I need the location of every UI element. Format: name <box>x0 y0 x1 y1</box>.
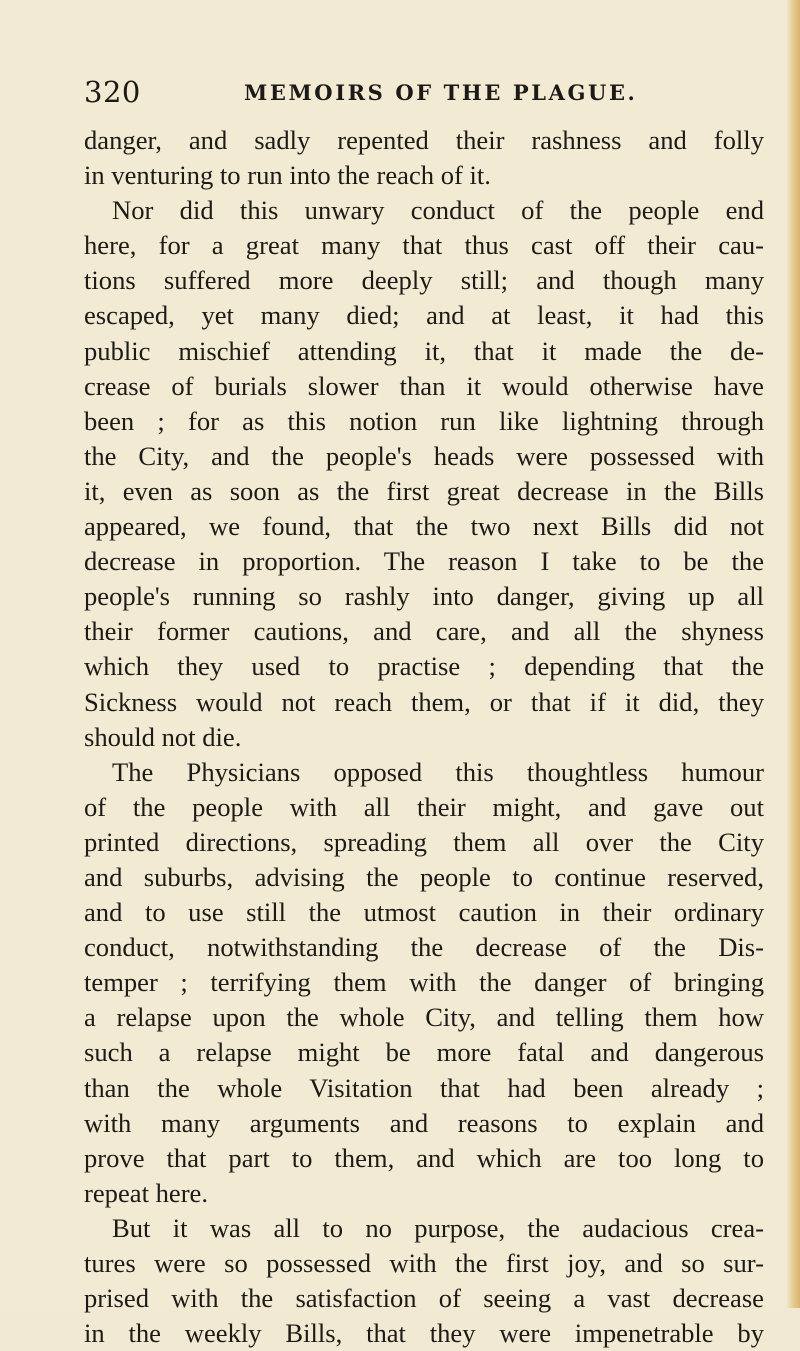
text-line: the City, and the people's heads were possessed with <box>84 440 764 471</box>
text-line: printed directions, spreading them all over the City <box>84 826 764 857</box>
text-line: prove that part to them, and which are too long to <box>84 1142 764 1173</box>
running-title: MEMOIRS OF THE PLAGUE. <box>244 80 638 105</box>
text-line: Nor did this unwary conduct of the people end <box>112 195 764 226</box>
text-line: Sickness would not reach them, or that if it did, they <box>84 686 764 717</box>
text-line: in venturing to run into the reach of it. <box>84 160 491 191</box>
page-number: 320 <box>84 75 141 109</box>
text-line: crease of burials slower than it would otherwise have <box>84 370 764 401</box>
text-line: But it was all to no purpose, the audacious crea- <box>112 1212 764 1243</box>
text-line: and to use still the utmost caution in their ordinary <box>84 897 764 928</box>
text-line: decrease in proportion. The reason I take to be the <box>84 546 764 577</box>
text-line: than the whole Visitation that had been already ; <box>84 1072 764 1103</box>
text-line: The Physicians opposed this thoughtless humour <box>112 756 764 787</box>
text-line: danger, and sadly repented their rashness and folly <box>84 125 764 155</box>
text-line: tions suffered more deeply still; and though many <box>84 265 764 296</box>
text-line: appeared, we found, that the two next Bills did not <box>84 511 764 542</box>
body-text <box>84 123 764 1351</box>
page-edge <box>786 0 800 1308</box>
text-line: been ; for as this notion run like lightning through <box>84 405 764 436</box>
text-line: such a relapse might be more fatal and dangerous <box>84 1037 764 1068</box>
text-line: people's running so rashly into danger, giving up all <box>84 581 764 612</box>
text-line: with many arguments and reasons to explain and <box>84 1107 764 1138</box>
text-line: of the people with all their might, and gave out <box>84 791 764 822</box>
text-line: in the weekly Bills, that they were impenetrable by <box>84 1318 764 1349</box>
text-line: it, even as soon as the first great decrease in the Bills <box>84 475 764 506</box>
text-line: prised with the satisfaction of seeing a vast decrease <box>84 1283 764 1314</box>
text-line: repeat here. <box>84 1177 209 1208</box>
text-line: public mischief attending it, that it made the de- <box>84 335 764 366</box>
text-line: their former cautions, and care, and all the shyness <box>84 616 764 647</box>
text-line: which they used to practise ; depending that the <box>84 651 764 682</box>
running-head <box>84 72 764 112</box>
text-line: escaped, yet many died; and at least, it had this <box>84 300 764 331</box>
text-line: and suburbs, advising the people to continue reserved, <box>84 861 764 892</box>
text-line: temper ; terrifying them with the danger of bringing <box>84 967 764 998</box>
text-line: conduct, notwithstanding the decrease of the Dis- <box>84 932 764 963</box>
text-line: should not die. <box>84 721 242 752</box>
text-line: tures were so possessed with the first joy, and so sur- <box>84 1248 764 1278</box>
text-line: here, for a great many that thus cast off their cau- <box>84 230 764 261</box>
text-line: a relapse upon the whole City, and telling them how <box>84 1002 764 1033</box>
